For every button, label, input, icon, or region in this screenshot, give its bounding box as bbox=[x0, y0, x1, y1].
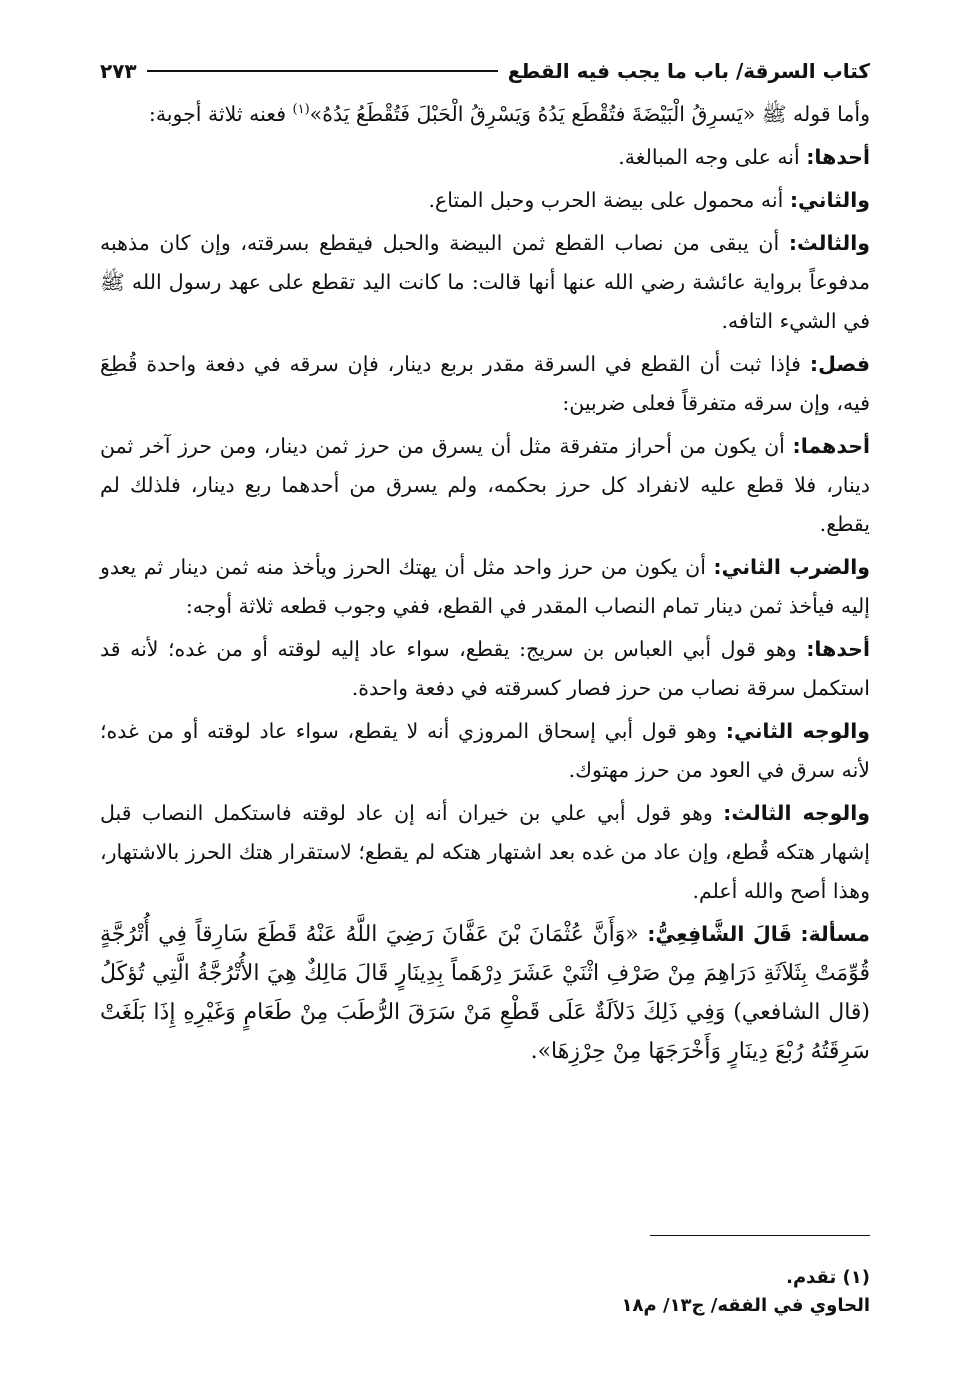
running-header bbox=[100, 55, 870, 87]
paragraph bbox=[100, 181, 870, 220]
paragraph-lead: والضرب الثاني: bbox=[713, 555, 870, 579]
page-number: ٢٧٣ bbox=[100, 59, 137, 83]
paragraph-lead: أحدهما: bbox=[792, 434, 870, 458]
paragraph-lead: فصل: bbox=[809, 352, 870, 376]
paragraph bbox=[100, 915, 870, 1071]
paragraph-text: وهو قول أبي العباس بن سريج: يقطع، سواء عاد إليه لوقته أو من غده؛ لأنه قد استكمل سرقة نصاب من حرز فصار كسرقته في دفعة واحدة. bbox=[100, 637, 870, 700]
running-title: كتاب السرقة/ باب ما يجب فيه القطع bbox=[507, 59, 870, 83]
paragraph bbox=[100, 95, 870, 134]
paragraph-lead: والثالث: bbox=[788, 231, 870, 255]
paragraph bbox=[100, 794, 870, 911]
body-text bbox=[100, 95, 870, 1071]
paragraph-text: وهو قول أبي علي بن خيران أنه إن عاد لوقته فاستكمل النصاب قبل إشهار هتكه قُطع، وإن عاد من غده بعد اشتهار هتكه لم يقطع؛ لاستقرار هتك الحرز بالاشتهار، وهذا أصح والله أعلم. bbox=[100, 801, 870, 903]
paragraph-lead: أحدها: bbox=[806, 145, 870, 169]
page-footer: الحاوي في الفقه/ ج١٣/ م١٨ bbox=[621, 1295, 870, 1316]
footnote-marker: (١) bbox=[292, 102, 310, 118]
paragraph bbox=[100, 427, 870, 544]
paragraph-text: أن يبقى من نصاب القطع ثمن البيضة والحبل فيقطع بسرقته، وإن كان مذهبه مدفوعاً برواية عائشة رضي الله عنها أنها قالت: ما كانت اليد تقطع على عهد رسول الله ﷺ في الشيء التافه. bbox=[100, 231, 870, 333]
paragraph-lead: مسألة: قَالَ الشَّافِعِيُّ: bbox=[647, 922, 870, 946]
paragraph-text: وأما قوله ﷺ «يَسرِقُ الْبَيْضَةَ فتُقْطَع يَدُهُ وَيَسْرِقُ الْحَبْلَ فَتُقْطَعُ يَدُهُ» bbox=[309, 102, 870, 126]
paragraph-text: أنه محمول على بيضة الحرب وحبل المتاع. bbox=[428, 188, 790, 212]
paragraph-lead: والوجه الثاني: bbox=[725, 719, 871, 743]
paragraph-lead: والوجه الثالث: bbox=[723, 801, 870, 825]
paragraph-lead: والثاني: bbox=[789, 188, 870, 212]
paragraph bbox=[100, 712, 870, 790]
header-rule bbox=[147, 70, 498, 72]
footnote-rule bbox=[650, 1235, 870, 1236]
paragraph-text: وهو قول أبي إسحاق المروزي أنه لا يقطع، سواء عاد لوقته أو من غده؛ لأنه سرق في العود من حرز مهتوك. bbox=[100, 719, 870, 782]
paragraph-lead: أحدها: bbox=[806, 637, 870, 661]
paragraph-text: أنه على وجه المبالغة. bbox=[618, 145, 807, 169]
footnote: (١) تقدم. bbox=[786, 1267, 870, 1288]
page bbox=[100, 55, 870, 1355]
paragraph bbox=[100, 138, 870, 177]
paragraph bbox=[100, 630, 870, 708]
paragraph bbox=[100, 345, 870, 423]
paragraph-text: فعنه ثلاثة أجوبة: bbox=[148, 102, 293, 126]
quoted-text: «وَأَنَّ عُثْمَانَ بْنَ عَفَّانَ رَضِيَ اللَّهُ عَنْهُ قَطَعَ سَارِقاً فِي أُتْرُجَّةٍ قُوِّمَتْ بِثَلاَثَةِ دَرَاهِمَ مِنْ صَرْفِ اثْنَيْ عَشَرَ دِرْهَماً بِدِينَارٍ قَالَ مَالِكٌ هِيَ الأُتْرُجَّةُ الَّتِي تُؤكَلُ (قال الشافعي) وَفِي ذَلِكَ دَلاَلَةٌ عَلَى قَطْعِ مَنْ سَرَقَ الرُّطَبَ مِنْ طَعَامٍ وَغَيْرِهِ إِذَا بَلَغَتْ سَرِقَتُهُ رُبْعَ دِينَارٍ وَأَخْرَجَهَا مِنْ حِرْزِهَا». bbox=[100, 922, 870, 1064]
paragraph bbox=[100, 548, 870, 626]
paragraph-text: فإذا ثبت أن القطع في السرقة مقدر بربع دينار، فإن سرقه في دفعة واحدة قُطِعَ فيه، وإن سرقه متفرقاً فعلى ضربين: bbox=[100, 352, 870, 415]
paragraph-text: أن يكون من حرز واحد مثل أن يهتك الحرز ويأخذ منه ثمن دينار ثم يعدو إليه فيأخذ ثمن دينار تمام النصاب المقدر في القطع، ففي وجوب قطعه ثلاثة أوجه: bbox=[100, 555, 870, 618]
paragraph bbox=[100, 224, 870, 341]
paragraph-text: أن يكون من أحراز متفرقة مثل أن يسرق من حرز ثمن دينار، ومن حرز آخر ثمن دينار، فلا قطع عليه لانفراد كل حرز بحكمه، ولم يسرق من أحدهما ربع دينار، فلذلك لم يقطع. bbox=[100, 434, 870, 536]
